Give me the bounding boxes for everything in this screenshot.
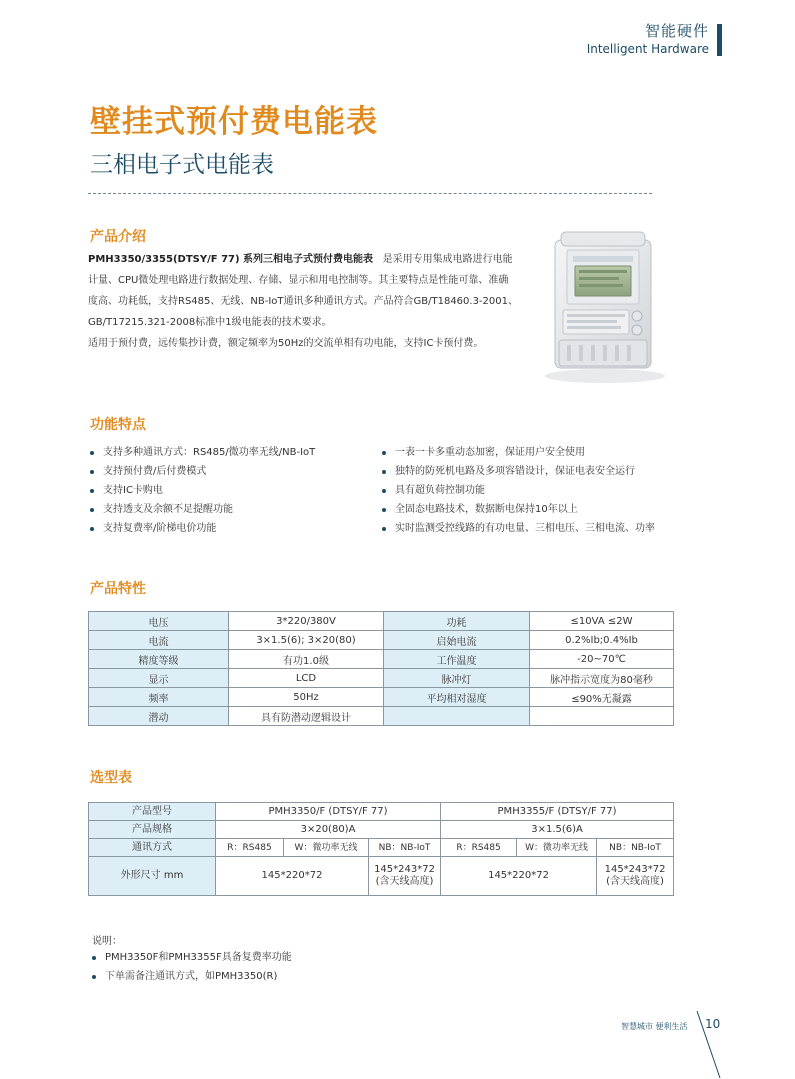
features-list-right	[380, 443, 690, 538]
intro-lead: PMH3350/3355(DTSY/F 77) 系列三相电子式预付费电能表	[88, 254, 374, 265]
section-heading-selection: 选型表	[90, 770, 132, 786]
selection-label: 产品规格	[89, 821, 216, 839]
spec-value	[530, 707, 674, 726]
meter-image	[533, 226, 671, 386]
list-item: 独特的防死机电路及多项容错设计，保证电表安全运行	[380, 462, 690, 481]
spec-label: 功耗	[384, 612, 530, 631]
spec-label: 电流	[89, 631, 229, 650]
spec-value: 脉冲指示宽度为80毫秒	[530, 669, 674, 688]
selection-label: 产品型号	[89, 803, 216, 821]
table-row	[89, 857, 674, 896]
spec-value: 有功1.0级	[229, 650, 384, 669]
spec-label: 电压	[89, 612, 229, 631]
intro-usage: 适用于预付费，远传集抄计费，额定频率为50Hz的交流单相有功电能，支持IC卡预付费。	[88, 338, 484, 349]
spec-value: 3×1.5(6); 3×20(80)	[229, 631, 384, 650]
model-spec: 3×1.5(6)A	[441, 821, 674, 839]
list-item: 支持IC卡购电	[88, 481, 378, 500]
comm-option: W：微功率无线	[284, 839, 369, 857]
spec-value: 3*220/380V	[229, 612, 384, 631]
table-row	[89, 821, 674, 839]
size-value-nb	[597, 857, 674, 896]
intro-body: 是采用专用集成电路进行电能计量、CPU微处理电路进行数据处理、存储、显示和用电控制等。其主要特点是性能可靠、准确度高、功耗低，支持RS485、无线、NB-IoT通讯多种通讯方式。产品符合GB/T18460.3-2001、GB/T17215.321-2008标准中1级电能表的技术要求。	[88, 254, 519, 328]
list-item: 支持复费率/阶梯电价功能	[88, 519, 378, 538]
comm-option: W：微功率无线	[517, 839, 597, 857]
list-item: 实时监测受控线路的有功电量、三相电压、三相电流、功率	[380, 519, 690, 538]
section-heading-features: 功能特点	[90, 417, 146, 433]
size-value: 145*220*72	[441, 857, 597, 896]
spec-label: 平均相对湿度	[384, 688, 530, 707]
spec-value: 具有防潜动逻辑设计	[229, 707, 384, 726]
size-nb-note: (含天线高度)	[606, 876, 664, 887]
table-row	[89, 631, 674, 650]
table-row	[89, 612, 674, 631]
selection-table	[88, 802, 674, 896]
size-value-nb	[369, 857, 441, 896]
comm-option: NB：NB-IoT	[597, 839, 674, 857]
spec-value: ≤10VA ≤2W	[530, 612, 674, 631]
table-row	[89, 803, 674, 821]
model-name: PMH3350/F (DTSY/F 77)	[216, 803, 441, 821]
size-value: 145*220*72	[216, 857, 369, 896]
page-title: 壁挂式预付费电能表	[90, 104, 378, 140]
comm-option: NB：NB-IoT	[369, 839, 441, 857]
spec-label: 脉冲灯	[384, 669, 530, 688]
spec-label: 工作温度	[384, 650, 530, 669]
list-item: 支持预付费/后付费模式	[88, 462, 378, 481]
list-item: 支持多种通讯方式：RS485/微功率无线/NB-IoT	[88, 443, 378, 462]
spec-value: 0.2%Ib;0.4%Ib	[530, 631, 674, 650]
features-list-left	[88, 443, 378, 538]
specs-table	[88, 611, 674, 726]
intro-text	[88, 249, 518, 354]
comm-option: R：RS485	[441, 839, 517, 857]
size-nb-dims: 145*243*72	[374, 864, 435, 875]
footer-slogan: 智慧城市 便利生活	[621, 1022, 688, 1031]
notes-heading: 说明：	[92, 936, 122, 947]
section-heading-intro: 产品介绍	[90, 229, 146, 245]
spec-label: 启始电流	[384, 631, 530, 650]
list-item: PMH3350F和PMH3355F具备复费率功能	[90, 948, 490, 967]
table-row	[89, 669, 674, 688]
page-subtitle: 三相电子式电能表	[90, 152, 274, 178]
header-category-en: Intelligent Hardware	[586, 42, 709, 56]
spec-label: 显示	[89, 669, 229, 688]
selection-label: 外形尺寸 mm	[89, 857, 216, 896]
spec-label: 精度等级	[89, 650, 229, 669]
spec-label: 频率	[89, 688, 229, 707]
table-row	[89, 650, 674, 669]
comm-option: R：RS485	[216, 839, 284, 857]
selection-label: 通讯方式	[89, 839, 216, 857]
spec-value: 50Hz	[229, 688, 384, 707]
section-heading-specs: 产品特性	[90, 581, 146, 597]
notes-list	[90, 948, 490, 986]
list-item: 具有超负荷控制功能	[380, 481, 690, 500]
model-name: PMH3355/F (DTSY/F 77)	[441, 803, 674, 821]
list-item: 全固态电路技术，数据断电保持10年以上	[380, 500, 690, 519]
title-divider	[88, 193, 652, 194]
spec-value: -20~70℃	[530, 650, 674, 669]
list-item: 支持透支及余额不足提醒功能	[88, 500, 378, 519]
size-nb-dims: 145*243*72	[604, 864, 666, 875]
list-item: 一表一卡多重动态加密，保证用户安全使用	[380, 443, 690, 462]
spec-value: ≤90%无凝露	[530, 688, 674, 707]
spec-value: LCD	[229, 669, 384, 688]
table-row	[89, 688, 674, 707]
spec-label: 潜动	[89, 707, 229, 726]
table-row	[89, 839, 674, 857]
model-spec: 3×20(80)A	[216, 821, 441, 839]
table-row	[89, 707, 674, 726]
size-nb-note: (含天线高度)	[375, 876, 434, 887]
spec-label	[384, 707, 530, 726]
list-item: 下单需备注通讯方式，如PMH3350(R)	[90, 967, 490, 986]
header-category-cn: 智能硬件	[644, 22, 709, 40]
header-accent-bar	[717, 24, 722, 56]
page-number: 10	[705, 1017, 721, 1031]
